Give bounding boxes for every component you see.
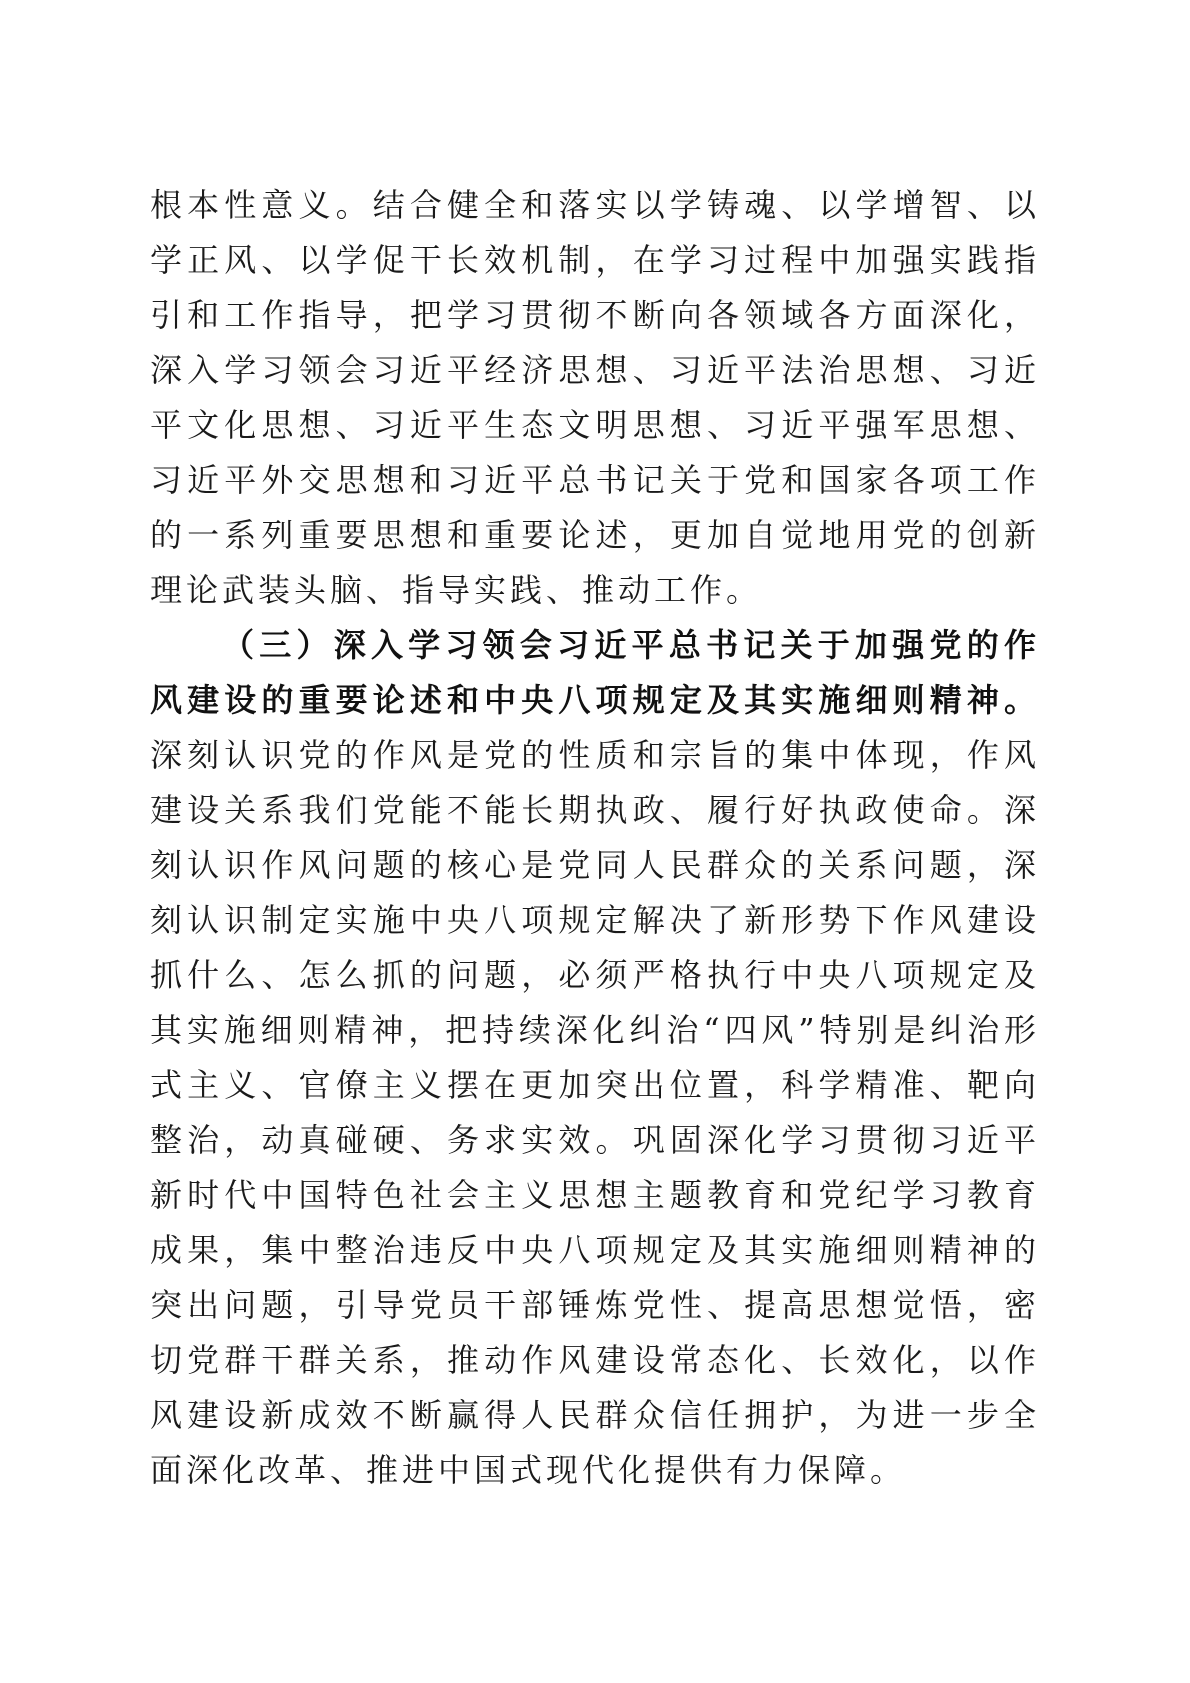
- section-heading: （三）深入学习领会习近平总书记关于加强党的作风建设的重要论述和中央八项规定及其实施细则精神。: [150, 626, 1040, 719]
- document-body: [150, 178, 1040, 1498]
- paragraph-continuation: [150, 178, 1040, 618]
- paragraph-text: 根本性意义。结合健全和落实以学铸魂、以学增智、以学正风、以学促干长效机制，在学习过程中加强实践指引和工作指导，把学习贯彻不断向各领域各方面深化，深入学习领会习近平经济思想、习近平法治思想、习近平文化思想、习近平生态文明思想、习近平强军思想、习近平外交思想和习近平总书记关于党和国家各项工作的一系列重要思想和重要论述，更加自觉地用党的创新理论武装头脑、指导实践、推动工作。: [150, 186, 1040, 609]
- paragraph-text: 深刻认识党的作风是党的性质和宗旨的集中体现，作风建设关系我们党能不能长期执政、履行好执政使命。深刻认识作风问题的核心是党同人民群众的关系问题，深刻认识制定实施中央八项规定解决了新形势下作风建设抓什么、怎么抓的问题，必须严格执行中央八项规定及其实施细则精神，把持续深化纠治“四风”特别是纠治形式主义、官僚主义摆在更加突出位置，科学精准、靶向整治，动真碰硬、务求实效。巩固深化学习贯彻习近平新时代中国特色社会主义思想主题教育和党纪学习教育成果，集中整治违反中央八项规定及其实施细则精神的突出问题，引导党员干部锤炼党性、提高思想觉悟，密切党群干群关系，推动作风建设常态化、长效化，以作风建设新成效不断赢得人民群众信任拥护，为进一步全面深化改革、推进中国式现代化提供有力保障。: [150, 736, 1040, 1489]
- paragraph-section-three: [150, 618, 1040, 1498]
